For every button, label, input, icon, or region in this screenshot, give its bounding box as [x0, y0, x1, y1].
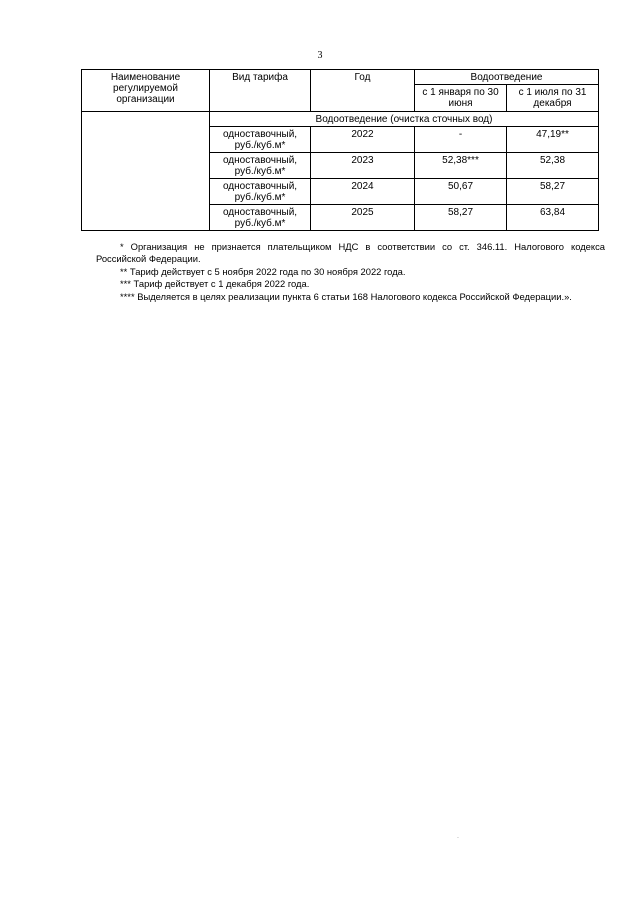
period-1-cell: 52,38*** — [415, 153, 507, 179]
footnote-tariff-period: ** Тариф действует с 5 ноября 2022 года по 30 ноября 2022 года. — [120, 265, 406, 277]
page-number: 3 — [317, 50, 323, 61]
header-period-2: с 1 июля по 31 декабря — [507, 85, 599, 112]
page-mark: . — [457, 833, 459, 840]
period-2-cell: 52,38 — [507, 153, 599, 179]
organization-cell — [82, 112, 210, 231]
period-1-cell: 58,27 — [415, 205, 507, 231]
tariff-type-cell: одноставочный, руб./куб.м* — [210, 205, 311, 231]
header-row — [82, 70, 599, 85]
year-cell: 2023 — [311, 153, 415, 179]
header-period-1: с 1 января по 30 июня — [415, 85, 507, 112]
year-cell: 2024 — [311, 179, 415, 205]
footnote-tariff-start: *** Тариф действует с 1 декабря 2022 года. — [120, 278, 310, 290]
period-1-cell: - — [415, 127, 507, 153]
section-row — [82, 112, 599, 127]
period-2-cell: 58,27 — [507, 179, 599, 205]
footnote-vat: * Организация не признается плательщиком НДС в соответствии со ст. 346.11. Налогового кодекса Российской Федерации. — [96, 241, 605, 265]
period-2-cell: 63,84 — [507, 205, 599, 231]
tariff-type-cell: одноставочный, руб./куб.м* — [210, 179, 311, 205]
header-service: Водоотведение — [415, 70, 599, 85]
header-year: Год — [311, 70, 415, 112]
footnotes — [96, 241, 605, 303]
tariff-table — [81, 69, 599, 231]
year-cell: 2022 — [311, 127, 415, 153]
period-2-cell: 47,19** — [507, 127, 599, 153]
section-title: Водоотведение (очистка сточных вод) — [210, 112, 599, 127]
tariff-type-cell: одноставочный, руб./куб.м* — [210, 153, 311, 179]
period-1-cell: 50,67 — [415, 179, 507, 205]
tariff-type-cell: одноставочный, руб./куб.м* — [210, 127, 311, 153]
year-cell: 2025 — [311, 205, 415, 231]
header-tariff-type: Вид тарифа — [210, 70, 311, 112]
header-organization: Наименование регулируемой организации — [82, 70, 210, 112]
footnote-tax-code: **** Выделяется в целях реализации пункта 6 статьи 168 Налогового кодекса Российской Федерации.». — [120, 290, 572, 302]
